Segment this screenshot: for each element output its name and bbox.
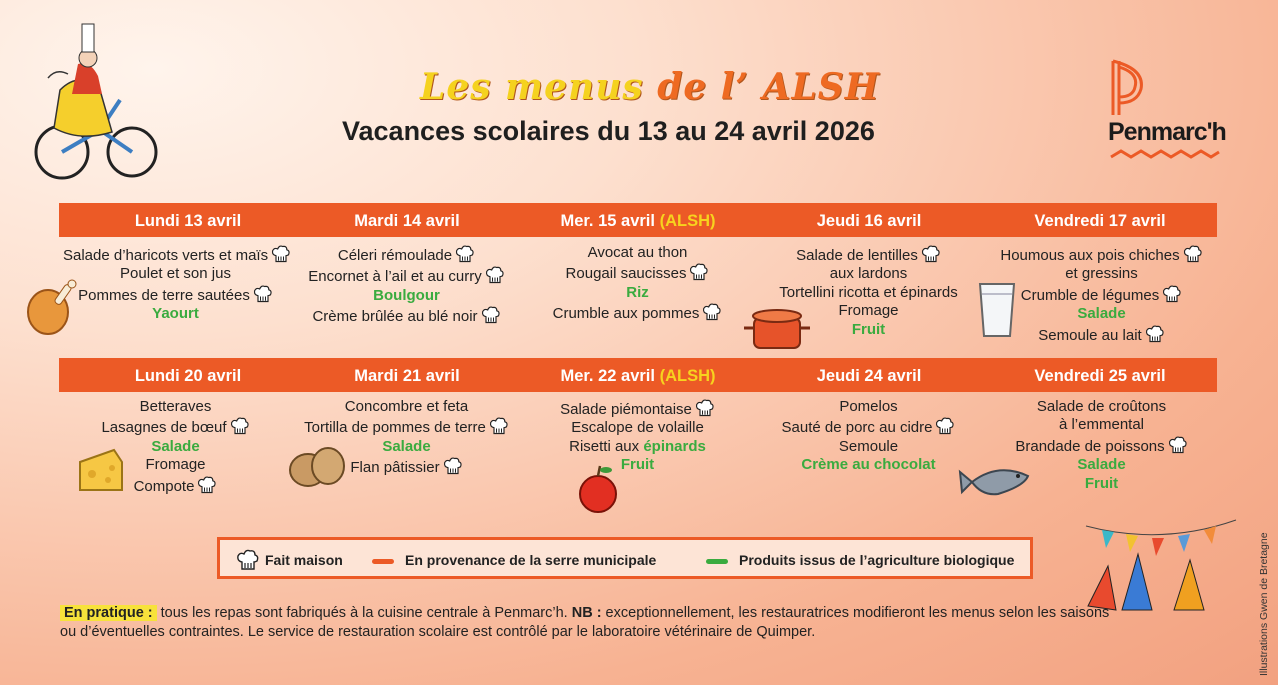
menu-item-text: Crème au chocolat [801, 456, 936, 474]
chef-hat-icon [481, 305, 501, 325]
chef-hat-icon [695, 398, 715, 418]
week1-menu-0 [63, 244, 288, 324]
menu-item [294, 244, 519, 265]
menu-item [294, 416, 519, 437]
footer-text1: tous les repas sont fabriqués à la cuisine centrale à Penmarc’h. [156, 605, 572, 621]
menu-item-text: Compote [133, 477, 195, 495]
menu-item-text: Flan pâtissier [350, 459, 440, 477]
menu-item-text: Yaourt [152, 305, 199, 323]
week2-day-3: Jeudi 24 avril [816, 367, 922, 385]
menu-item-organic-text: épinards [643, 437, 706, 455]
menu-item [989, 398, 1214, 416]
menu-item-text: Encornet à l’ail et au curry [308, 268, 482, 286]
week2-day-4: Vendredi 25 avril [1034, 367, 1166, 385]
organic-dash-icon [706, 559, 728, 564]
chef-hat-icon [230, 416, 250, 436]
footer-text2: exceptionnellement, les restauratrices modifieront les menus selon les saisons ou d’éventuelles contraintes. Le service de restauration scolaire est contrôlé par le laboratoire vétérinaire de Quimper. [60, 605, 1110, 640]
footer-note [60, 604, 1120, 642]
chef-hat-icon [935, 416, 955, 436]
chef-hat-icon [921, 244, 941, 264]
menu-item-text: Salade [151, 437, 200, 455]
menu-item [756, 416, 981, 437]
week1-menu-4 [989, 244, 1214, 345]
illustration-credit: Illustrations Gwen de Bretagne [1258, 532, 1270, 676]
chef-hat-icon [236, 548, 260, 572]
chef-hat-icon [253, 284, 273, 304]
apple-icon [578, 462, 618, 516]
menu-item [63, 416, 288, 437]
menu-item-text: Semoule au lait [1038, 326, 1142, 344]
chef-hat-icon [485, 265, 505, 285]
week1-day-header [59, 203, 1217, 237]
menu-item-text: Pommes de terre sautées [78, 286, 250, 304]
chef-hat-icon [443, 456, 463, 476]
week1-day-0: Lundi 13 avril [134, 212, 242, 230]
menu-item-text: aux lardons [829, 265, 908, 283]
menu-item [989, 244, 1214, 265]
menu-item-text: Risetti aux [569, 437, 644, 455]
week1-day-3: Jeudi 16 avril [816, 212, 922, 230]
title-part2: de l’ ALSH [657, 66, 880, 108]
menu-item-text: Salade [382, 437, 431, 455]
week2-day-2: Mer. 22 avril (ALSH) [560, 367, 716, 385]
menu-item [525, 456, 750, 474]
chef-hat-icon [489, 416, 509, 436]
menu-item [989, 284, 1214, 305]
menu-item-text: Semoule [838, 437, 899, 455]
menu-item-text: Escalope de volaille [571, 419, 704, 437]
week2-menu-2 [525, 398, 750, 475]
menu-item [525, 284, 750, 302]
menu-item-text: Brandade de poissons [1015, 437, 1165, 455]
menu-item [756, 265, 981, 283]
menu-item-text: Salade d’haricots verts et maïs [63, 247, 269, 264]
legend [217, 537, 1033, 579]
menu-item [989, 435, 1214, 456]
menu-item-text: et gressins [1065, 265, 1138, 283]
potatoes-icon [288, 440, 348, 492]
cheese-icon [76, 444, 126, 494]
menu-item [525, 262, 750, 283]
menu-item-text: à l’emmental [1058, 416, 1145, 434]
menu-item [63, 305, 288, 323]
menu-item [63, 398, 288, 416]
menu-item-text: Concombre et feta [344, 398, 469, 415]
greenhouse-dash-icon [372, 559, 394, 564]
milk-glass-icon [976, 280, 1018, 338]
menu-item [525, 398, 750, 419]
footer-label: En pratique : [60, 605, 157, 621]
menu-item [63, 265, 288, 283]
week1-day-4: Vendredi 17 avril [1034, 212, 1166, 230]
week2-day-0: Lundi 20 avril [134, 367, 242, 385]
chef-hat-icon [1183, 244, 1203, 264]
menu-item-text: Crumble aux pommes [552, 305, 700, 323]
chicken-leg-icon [24, 276, 82, 338]
menu-item-text: Crème brûlée au blé noir [312, 308, 478, 326]
menu-item-text: Riz [626, 283, 649, 301]
footer-nb: NB : [571, 605, 602, 621]
week1-menu-1 [294, 244, 519, 327]
menu-item-text: Houmous aux pois chiches [1000, 247, 1180, 264]
menu-item [756, 456, 981, 474]
chef-hat-icon [702, 302, 722, 322]
menu-item-text: Salade [1077, 305, 1126, 323]
menu-item [525, 244, 750, 262]
week2-day-1: Mardi 21 avril [354, 367, 460, 385]
menu-item [756, 438, 981, 456]
menu-item-text: Salade piémontaise [560, 401, 692, 418]
menu-item [989, 416, 1214, 434]
menu-item [989, 265, 1214, 283]
menu-item-text: Lasagnes de bœuf [101, 419, 227, 437]
menu-item-text: Avocat au thon [587, 244, 688, 261]
menu-item [294, 305, 519, 326]
menu-item-text: Salade [1077, 456, 1126, 474]
chef-hat-icon [197, 475, 217, 495]
logo-text: Penmarc'h [1108, 118, 1226, 146]
penmarch-logo-icon [1105, 57, 1225, 167]
legend-homemade: Fait maison [265, 552, 343, 568]
menu-item-text: Fromage [145, 456, 206, 474]
menu-item-text: Pomelos [839, 398, 898, 415]
menu-item-text: Salade de croûtons [1036, 398, 1167, 415]
cyclist-illustration [20, 20, 160, 185]
page-title [420, 66, 880, 108]
menu-item-text: Tortilla de pommes de terre [304, 419, 486, 437]
menu-item-text: Tortellini ricotta et épinards [779, 283, 958, 301]
menu-item-text: Fromage [838, 302, 899, 320]
chef-hat-icon [455, 244, 475, 264]
menu-item [63, 244, 288, 265]
menu-item [63, 284, 288, 305]
week2-day-header [59, 358, 1217, 392]
menu-item-text: Salade de lentilles [796, 247, 918, 264]
menu-item-text: Fruit [851, 320, 886, 338]
chef-hat-icon [689, 262, 709, 282]
menu-item [294, 398, 519, 416]
menu-item [756, 244, 981, 265]
legend-organic: Produits issus de l’agriculture biologique [739, 552, 1015, 568]
menu-item-text: Rougail saucisses [565, 265, 687, 283]
week2-menu-3 [756, 398, 981, 475]
menu-item [525, 302, 750, 323]
menu-item [989, 324, 1214, 345]
week1-menu-2 [525, 244, 750, 324]
menu-item-text: Crumble de légumes [1020, 286, 1160, 304]
pot-icon [744, 300, 810, 354]
menu-item-text: Fruit [1084, 474, 1119, 492]
week1-day-1: Mardi 14 avril [354, 212, 460, 230]
menu-item-text: Boulgour [373, 286, 440, 304]
chef-hat-icon [1168, 435, 1188, 455]
menu-item [525, 419, 750, 437]
legend-greenhouse: En provenance de la serre municipale [405, 552, 657, 568]
fish-icon [958, 460, 1038, 502]
title-part1: Les menus [420, 66, 644, 108]
chef-hat-icon [271, 244, 291, 264]
menu-item [294, 265, 519, 286]
chef-hat-icon [1162, 284, 1182, 304]
page-subtitle: Vacances scolaires du 13 au 24 avril 2026 [342, 116, 875, 146]
menu-item-text: Poulet et son jus [120, 265, 231, 283]
menu-item [756, 398, 981, 416]
menu-item [989, 305, 1214, 323]
menu-item [525, 438, 750, 456]
week1-day-2: Mer. 15 avril (ALSH) [560, 212, 716, 230]
menu-item-text: Fruit [620, 456, 655, 474]
menu-item-text: Sauté de porc au cidre [781, 419, 933, 437]
menu-item-text: Betteraves [139, 398, 212, 415]
chef-hat-icon [1145, 324, 1165, 344]
menu-item [294, 287, 519, 305]
menu-item-text: Céleri rémoulade [337, 247, 453, 264]
party-decoration [1082, 506, 1240, 616]
